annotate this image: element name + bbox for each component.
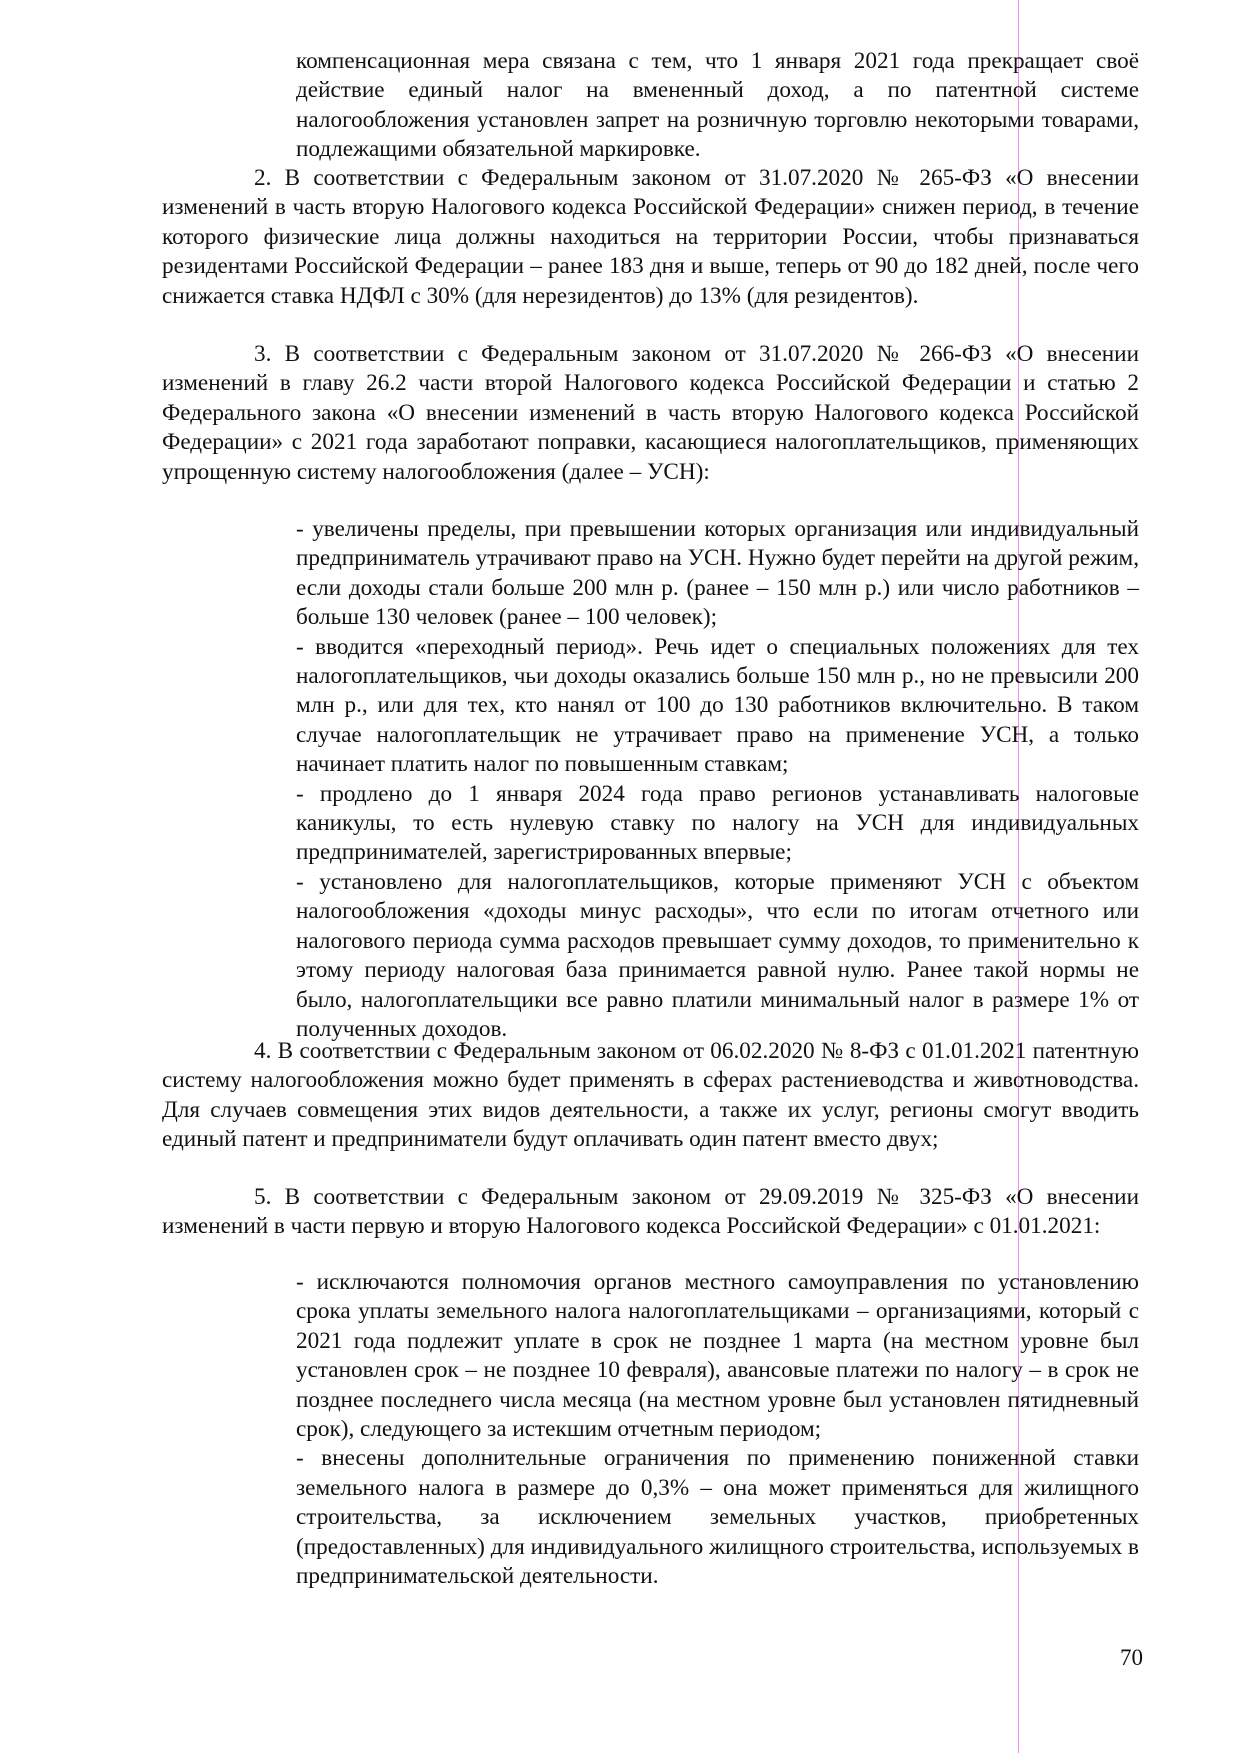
item-5-bullet-list bbox=[296, 1268, 1139, 1591]
list-item: - исключаются полномочия органов местного самоуправления по установлению срока уплаты земельного налога налогоплательщиками – организациями, который с 2021 года подлежит уплате в срок не позднее 1 марта (на местном уровне был установлен срок – не позднее 10 февраля), авансовые платежи по налогу – в срок не позднее последнего числа месяца (на местном уровне был установлен пятидневный срок), следующего за истекшим отчетным периодом; bbox=[296, 1269, 1139, 1443]
paragraph-text: 2. В соответствии с Федеральным законом от 31.07.2020 № 265-ФЗ «О внесении изменений в часть вторую Налогового кодекса Российской Федерации» снижен период, в течение которого физические лица должны находиться на территории России, чтобы признаваться резидентами Российской Федерации – ранее 183 дня и выше, теперь от 90 до 182 дней, после чего снижается ставка НДФЛ с 30% (для нерезидентов) до 13% (для резидентов). bbox=[162, 165, 1139, 309]
item-3-bullet-list bbox=[296, 515, 1139, 1044]
intro-paragraph bbox=[296, 47, 1139, 165]
paragraph-text: 3. В соответствии с Федеральным законом от 31.07.2020 № 266-ФЗ «О внесении изменений в главу 26.2 части второй Налогового кодекса Российской Федерации и статью 2 Федерального закона «О внесении изменений в часть вторую Налогового кодекса Российской Федерации» с 2021 года заработают поправки, касающиеся налогоплательщиков, применяющих упрощенную систему налогообложения (далее – УСН): bbox=[162, 341, 1139, 485]
item-3-paragraph bbox=[162, 340, 1139, 487]
item-4-paragraph bbox=[162, 1037, 1139, 1155]
paragraph-text: компенсационная мера связана с тем, что 1 января 2021 года прекращает своё действие единый налог на вмененный доход, а по патентной системе налогообложения установлен запрет на розничную торговлю некоторыми товарами, подлежащими обязательной маркировке. bbox=[296, 48, 1139, 163]
page-number: 70 bbox=[1120, 1645, 1143, 1670]
list-item: - вводится «переходный период». Речь идет о специальных положениях для тех налогоплательщиков, чьи доходы оказались больше 150 млн р., но не превысили 200 млн р., или для тех, кто нанял от 100 до 130 работников включительно. В таком случае налогоплательщик не утрачивает право на применение УСН, а только начинает платить налог по повышенным ставкам; bbox=[296, 633, 1139, 778]
list-item: - установлено для налогоплательщиков, которые применяют УСН с объектом налогообложения «доходы минус расходы», что если по итогам отчетного или налогового периода сумма расходов превышает сумму доходов, то применительно к этому периоду налоговая база принимается равной нулю. Ранее такой нормы не было, налогоплательщики все равно платили минимальный налог в размере 1% от полученных доходов. bbox=[296, 868, 1139, 1042]
item-2-paragraph bbox=[162, 164, 1139, 311]
list-item: - увеличены пределы, при превышении которых организация или индивидуальный предприниматель утрачивают право на УСН. Нужно будет перейти на другой режим, если доходы стали больше 200 млн р. (ранее – 150 млн р.) или число работников – больше 130 человек (ранее – 100 человек); bbox=[296, 516, 1139, 631]
item-5-paragraph bbox=[162, 1183, 1139, 1242]
list-item: - продлено до 1 января 2024 года право регионов устанавливать налоговые каникулы, то есть нулевую ставку по налогу на УСН для индивидуальных предпринимателей, зарегистрированных впервые; bbox=[296, 780, 1139, 866]
paragraph-text: 5. В соответствии с Федеральным законом от 29.09.2019 № 325-ФЗ «О внесении изменений в части первую и вторую Налогового кодекса Российской Федерации» с 01.01.2021: bbox=[162, 1184, 1139, 1240]
paragraph-text: 4. В соответствии с Федеральным законом от 06.02.2020 № 8-ФЗ с 01.01.2021 патентную систему налогообложения можно будет применять в сферах растениеводства и животноводства. Для случаев совмещения этих видов деятельности, а также их услуг, регионы смогут вводить единый патент и предприниматели будут оплачивать один патент вместо двух; bbox=[162, 1038, 1139, 1153]
list-item: - внесены дополнительные ограничения по применению пониженной ставки земельного налога в размере до 0,3% – она может применяться для жилищного строительства, за исключением земельных участков, приобретенных (предоставленных) для индивидуального жилищного строительства, используемых в предпринимательской деятельности. bbox=[296, 1445, 1139, 1590]
